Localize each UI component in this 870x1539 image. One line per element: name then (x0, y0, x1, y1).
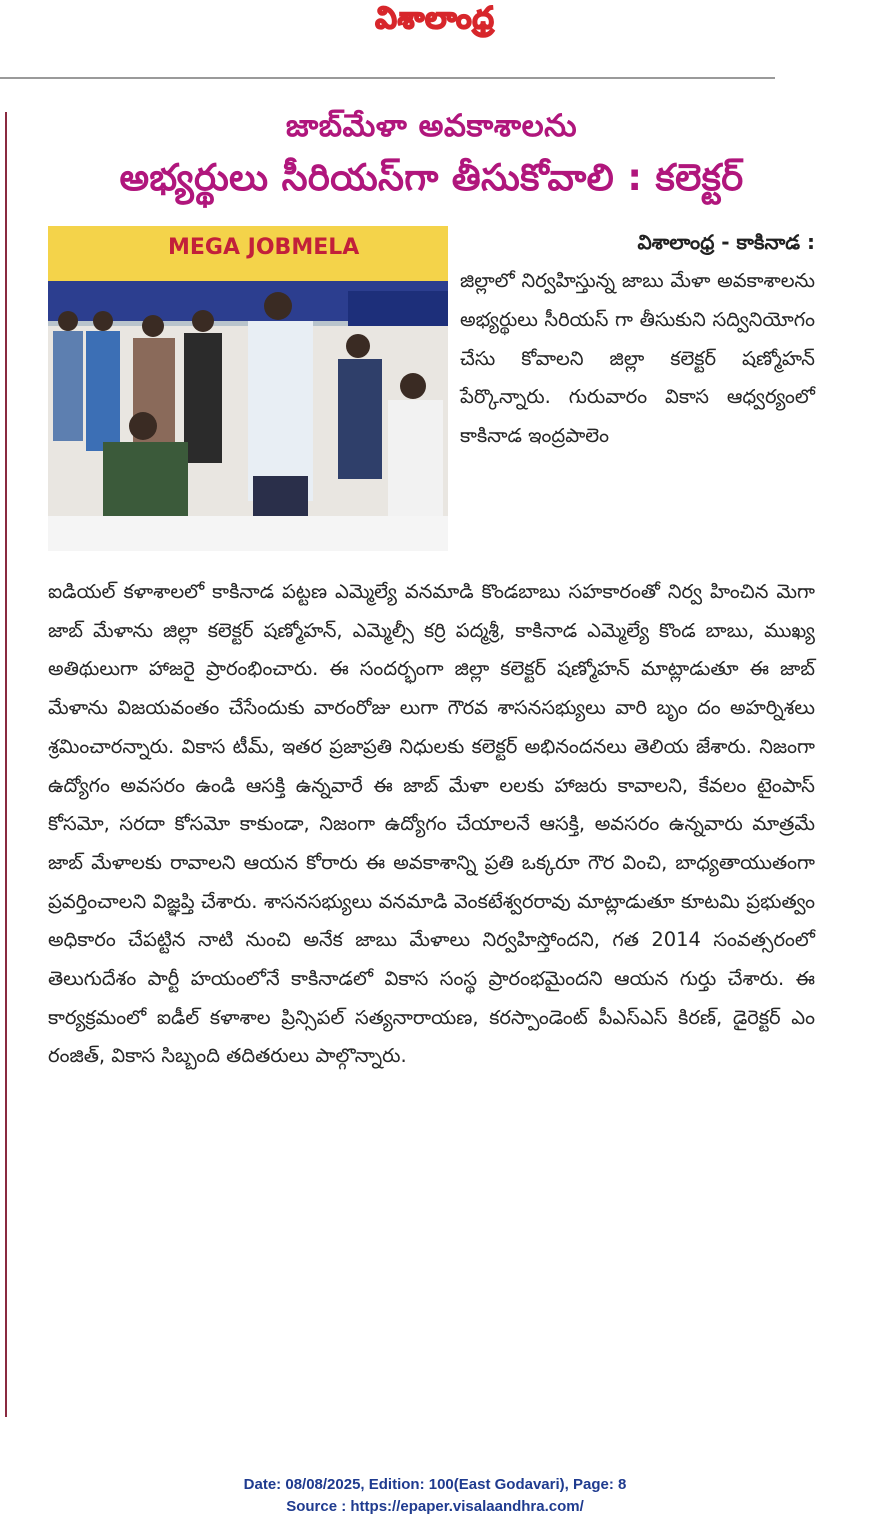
photo-illustration (48, 226, 448, 551)
footer-edition-info: Date: 08/08/2025, Edition: 100(East Godavari), Page: 8 (243, 1476, 627, 1493)
masthead (0, 0, 870, 40)
newspaper-logo: విశాలాంధ్ర (375, 1, 495, 36)
article-border-line (5, 112, 7, 1417)
article-kicker: జాబ్‌మేళా అవకాశాలను (285, 108, 578, 144)
footer-source: Source : https://epaper.visalaandhra.com/ (286, 1498, 584, 1515)
masthead-divider (0, 77, 775, 79)
page-footer (0, 1474, 870, 1518)
photo-banner-text: MEGA JOBMELA (168, 235, 360, 260)
article-header (48, 100, 815, 208)
article-photo (48, 226, 448, 551)
article-headline: అభ్యర్థులు సీరియస్‌గా తీసుకోవాలి : కలెక్టర్ (119, 156, 744, 199)
article-column-text: జిల్లాలో నిర్వహిస్తున్న జాబు మేళా అవకాశాలను అభ్యర్థులు సీరియస్ గా తీసుకుని సద్వినియోగం చేసు కోవాలని జిల్లా కలెక్టర్ షణ్మోహన్ పేర్కొన్నారు. గురువారం వికాస ఆధ్వర్యంలో కాకినాడ ఇంద్రపాలెం (460, 269, 815, 448)
article-dateline: విశాలాంధ్ర - కాకినాడ : (637, 230, 815, 254)
article-body-text: ఐడియల్ కళాశాలలో కాకినాడ పట్టణ ఎమ్మెల్యే వనమాడి కొండబాబు సహకారంతో నిర్వ హించిన మెగా జాబ్ మేళాను జిల్లా కలెక్టర్ షణ్మోహన్, ఎమ్మెల్సీ కర్రి పద్మశ్రీ, కాకినాడ ఎమ్మెల్యే కొండ బాబు, ముఖ్య అతిథులుగా హాజరై ప్రారంభించారు. ఈ సందర్భంగా జిల్లా కలెక్టర్ షణ్మోహన్ మాట్లాడుతూ ఈ జాబ్ మేళాను విజయవంతం చేసేందుకు వారంరోజు లుగా గౌరవ శాసనసభ్యులు వారి బృం దం అహర్నిశలు శ్రమించారన్నారు. వికాస టీమ్, ఇతర ప్రజాప్రతి నిధులకు కలెక్టర్ అభినందనలు తెలియ జేశారు. నిజంగా ఉద్యోగం అవసరం ఉండి ఆసక్తి ఉన్నవారే ఈ జాబ్ మేళా లలకు హాజరు కావాలని, కేవలం టైంపాస్ కోసమో, సరదా కోసమో కాకుండా, నిజంగా ఉద్యోగం చేయాలనే ఆసక్తి, అవసరం ఉన్నవారు మాత్రమే జాబ్ మేళాలకు రావాలని ఆయన కోరారు ఈ అవకాశాన్ని ప్రతి ఒక్కరూ గౌర వించి, బాధ్యతాయుతంగా ప్రవర్తించాలని విజ్ఞప్తి చేశారు. శాసనసభ్యులు వనమాడి వెంకటేశ్వరరావు మాట్లాడుతూ కూటమి ప్రభుత్వం అధికారం చేపట్టిన నాటి నుంచి అనేక జాబు మేళాలు నిర్వహిస్తోందని, గత 2014 సంవత్సరంలో తెలుగుదేశం పార్టీ హయంలోనే కాకినాడలో వికాస సంస్థ ప్రారంభమైందని ఆయన గుర్తు చేశారు. ఈ కార్యక్రమంలో ఐడీల్ కళాశాల ప్రిన్సిపల్ సత్యనారాయణ, కరస్పాండెంట్ పీఎస్ఎస్ కిరణ్, డైరెక్టర్ ఎం రంజిత్, వికాస సిబ్బంది తదితరులు పాల్గొన్నారు. (48, 580, 815, 1068)
